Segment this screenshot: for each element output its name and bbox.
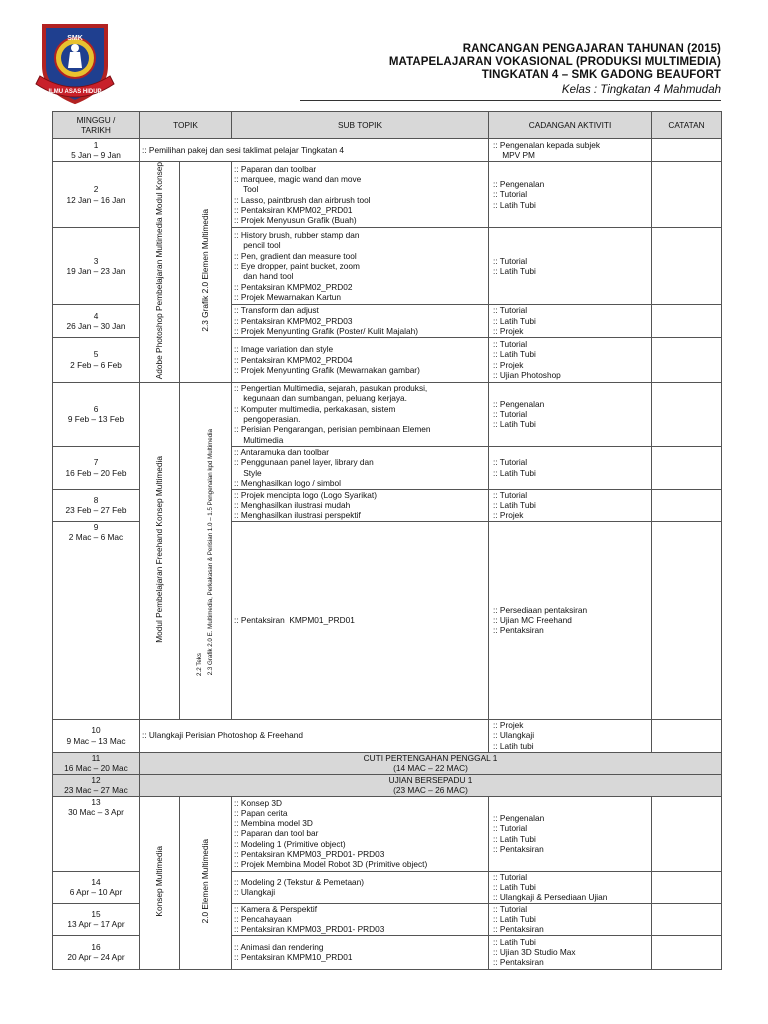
class-label: Kelas : Tingkatan 4 Mahmudah [561,84,721,96]
col-header-topik: TOPIK [140,112,232,139]
catatan-cell [652,489,722,521]
week-cell: 7 16 Feb – 20 Feb [53,446,140,489]
catatan-cell [652,139,722,162]
table-row [53,719,722,752]
activity-cell: :: Tutorial :: Latih Tubi :: Projek [489,489,652,521]
week-cell: 3 19 Jan – 23 Jan [53,228,140,305]
activity-cell: :: Pengenalan :: Tutorial :: Latih Tubi [489,382,652,446]
subtopic-cell: :: Pengertian Multimedia, sejarah, pasukan produksi, kegunaan dan sumbangan, peluang kerjaya. :: Komputer multimedia, perkakasan, sistem pengoperasian. :: Perisian Pengarangan, perisian pembinaan Elemen Multimedia [232,382,489,446]
activity-cell: :: Tutorial :: Latih Tubi [489,446,652,489]
form-school-title: TINGKATAN 4 – SMK GADONG BEAUFORT [481,69,721,81]
week-cell: 11 16 Mac – 20 Mac [53,752,140,774]
catatan-cell [652,304,722,337]
activity-cell: :: Pengenalan :: Tutorial :: Latih Tubi :: Pentaksiran [489,796,652,871]
activity-cell: :: Pengenalan kepada subjek MPV PM [489,139,652,162]
subtopic-cell: :: Konsep 3D :: Papan cerita :: Membina model 3D :: Paparan dan tool bar :: Modeling 1 (Primitive object) :: Pentaksiran KMPM03_PRD01- PRD03 :: Projek Membina Model Robot 3D (Primitive object) [232,796,489,871]
table-row [53,382,722,446]
activity-cell: :: Projek :: Ulangkaji :: Latih tubi [489,719,652,752]
week-cell: 4 26 Jan – 30 Jan [53,304,140,337]
topic-konsep-multimedia: Konsep Multimedia [140,796,180,969]
subtopic-cell: :: Projek mencipta logo (Logo Syarikat) :: Menghasilkan ilustrasi mudah :: Menghasilkan ilustrasi perspektif [232,489,489,521]
activity-cell: :: Tutorial :: Latih Tubi :: Pentaksiran [489,903,652,935]
activity-cell: :: Tutorial :: Latih Tubi :: Projek :: Ujian Photoshop [489,338,652,383]
activity-cell: :: Pengenalan :: Tutorial :: Latih Tubi [489,162,652,228]
catatan-cell [652,338,722,383]
week-cell: 10 9 Mac – 13 Mac [53,719,140,752]
topic-grafik: 2.3 Grafik 2.0 Elemen Multimedia [180,162,232,383]
col-header-aktiviti: CADANGAN AKTIVITI [489,112,652,139]
activity-cell: :: Latih Tubi :: Ujian 3D Studio Max :: Pentaksiran [489,935,652,969]
catatan-cell [652,903,722,935]
catatan-cell [652,446,722,489]
catatan-cell [652,871,722,903]
catatan-cell [652,935,722,969]
catatan-cell [652,719,722,752]
table-header-row [53,112,722,139]
subtopic-cell: :: Image variation dan style :: Pentaksiran KMPM02_PRD04 :: Projek Menyunting Grafik (Mewarnakan gambar) [232,338,489,383]
week-cell: 8 23 Feb – 27 Feb [53,489,140,521]
week-cell: 9 2 Mac – 6 Mac [53,521,140,719]
subject-title: MATAPELAJARAN VOKASIONAL (PRODUKSI MULTIMEDIA) [388,56,721,68]
week-cell: 12 23 Mac – 27 Mac [53,774,140,796]
subtopic-cell: :: Transform dan adjust :: Pentaksiran KMPM02_PRD03 :: Projek Menyunting Grafik (Poster/ Kulit Majalah) [232,304,489,337]
subtopic-cell: :: Pentaksiran KMPM01_PRD01 [232,521,489,719]
catatan-cell [652,382,722,446]
topic-modul-freehand: Modul Pembelajaran Freehand Konsep Multimedia [140,382,180,719]
subtopic-cell: :: Pemilihan pakej dan sesi taklimat pelajar Tingkatan 4 [140,139,489,162]
week-cell: 1 5 Jan – 9 Jan [53,139,140,162]
week-cell: 13 30 Mac – 3 Apr [53,796,140,871]
activity-cell: :: Tutorial :: Latih Tubi :: Ulangkaji & Persediaan Ujian [489,871,652,903]
table-row [53,796,722,871]
subtopic-cell: :: Modeling 2 (Tekstur & Pemetaan) :: Ulangkaji [232,871,489,903]
activity-cell: :: Tutorial :: Latih Tubi :: Projek [489,304,652,337]
activity-cell: :: Persediaan pentaksiran :: Ujian MC Freehand :: Pentaksiran [489,521,652,719]
week-cell: 6 9 Feb – 13 Feb [53,382,140,446]
header-divider [300,100,721,101]
catatan-cell [652,162,722,228]
table-row [53,139,722,162]
table-row-exam [53,774,722,796]
subtopic-cell: :: Kamera & Perspektif :: Pencahayaan :: Pentaksiran KMPM03_PRD01- PRD03 [232,903,489,935]
school-crest-logo [30,18,120,108]
exam-cell: UJIAN BERSEPADU 1 (23 MAC – 26 MAC) [140,774,722,796]
catatan-cell [652,228,722,305]
catatan-cell [652,521,722,719]
svg-text:ILMU ASAS HIDUP: ILMU ASAS HIDUP [48,89,102,95]
subtopic-cell: :: History brush, rubber stamp dan pencil tool :: Pen, gradient dan measure tool :: Eye dropper, paint bucket, zoom dan hand tool :: Pentaksiran KMPM02_PRD02 :: Projek Mewarnakan Kartun [232,228,489,305]
subtopic-cell: :: Paparan dan toolbar :: marquee, magic wand dan move Tool :: Lasso, paintbrush dan airbrush tool :: Pentaksiran KMPM02_PRD01 :: Projek Menyusun Grafik (Buah) [232,162,489,228]
annual-plan-table [52,111,722,970]
col-header-subtopik: SUB TOPIK [232,112,489,139]
week-cell: 16 20 Apr – 24 Apr [53,935,140,969]
holiday-cell: CUTI PERTENGAHAN PENGGAL 1 (14 MAC – 22 MAC) [140,752,722,774]
catatan-cell [652,796,722,871]
week-cell: 2 12 Jan – 16 Jan [53,162,140,228]
week-cell: 14 6 Apr – 10 Apr [53,871,140,903]
col-header-catatan: CATATAN [652,112,722,139]
svg-text:SMK: SMK [67,35,83,42]
activity-cell: :: Tutorial :: Latih Tubi [489,228,652,305]
subtopic-cell: :: Antaramuka dan toolbar :: Penggunaan panel layer, library dan Style :: Menghasilkan logo / simbol [232,446,489,489]
col-header-minggu: MINGGU / TARIKH [53,112,140,139]
subtopic-cell: :: Ulangkaji Perisian Photoshop & Freehand [140,719,489,752]
topic-modul-photoshop: Adobe Photoshop Pembelajaran Multimedia Modul Konsep [140,162,180,383]
topic-teks-grafik: 2.2 Teks 2.3 Grafik 2.0 E. Multimedia, Perkakasan & Perisian 1.0 – 1.5 Pengenalan kpd Multimedia [180,382,232,719]
topic-elemen-multimedia: 2.0 Elemen Multimedia [180,796,232,969]
document-title: RANCANGAN PENGAJARAN TAHUNAN (2015) [462,43,721,55]
table-row-holiday [53,752,722,774]
table-row [53,162,722,228]
subtopic-cell: :: Animasi dan rendering :: Pentaksiran KMPM10_PRD01 [232,935,489,969]
week-cell: 15 13 Apr – 17 Apr [53,903,140,935]
week-cell: 5 2 Feb – 6 Feb [53,338,140,383]
